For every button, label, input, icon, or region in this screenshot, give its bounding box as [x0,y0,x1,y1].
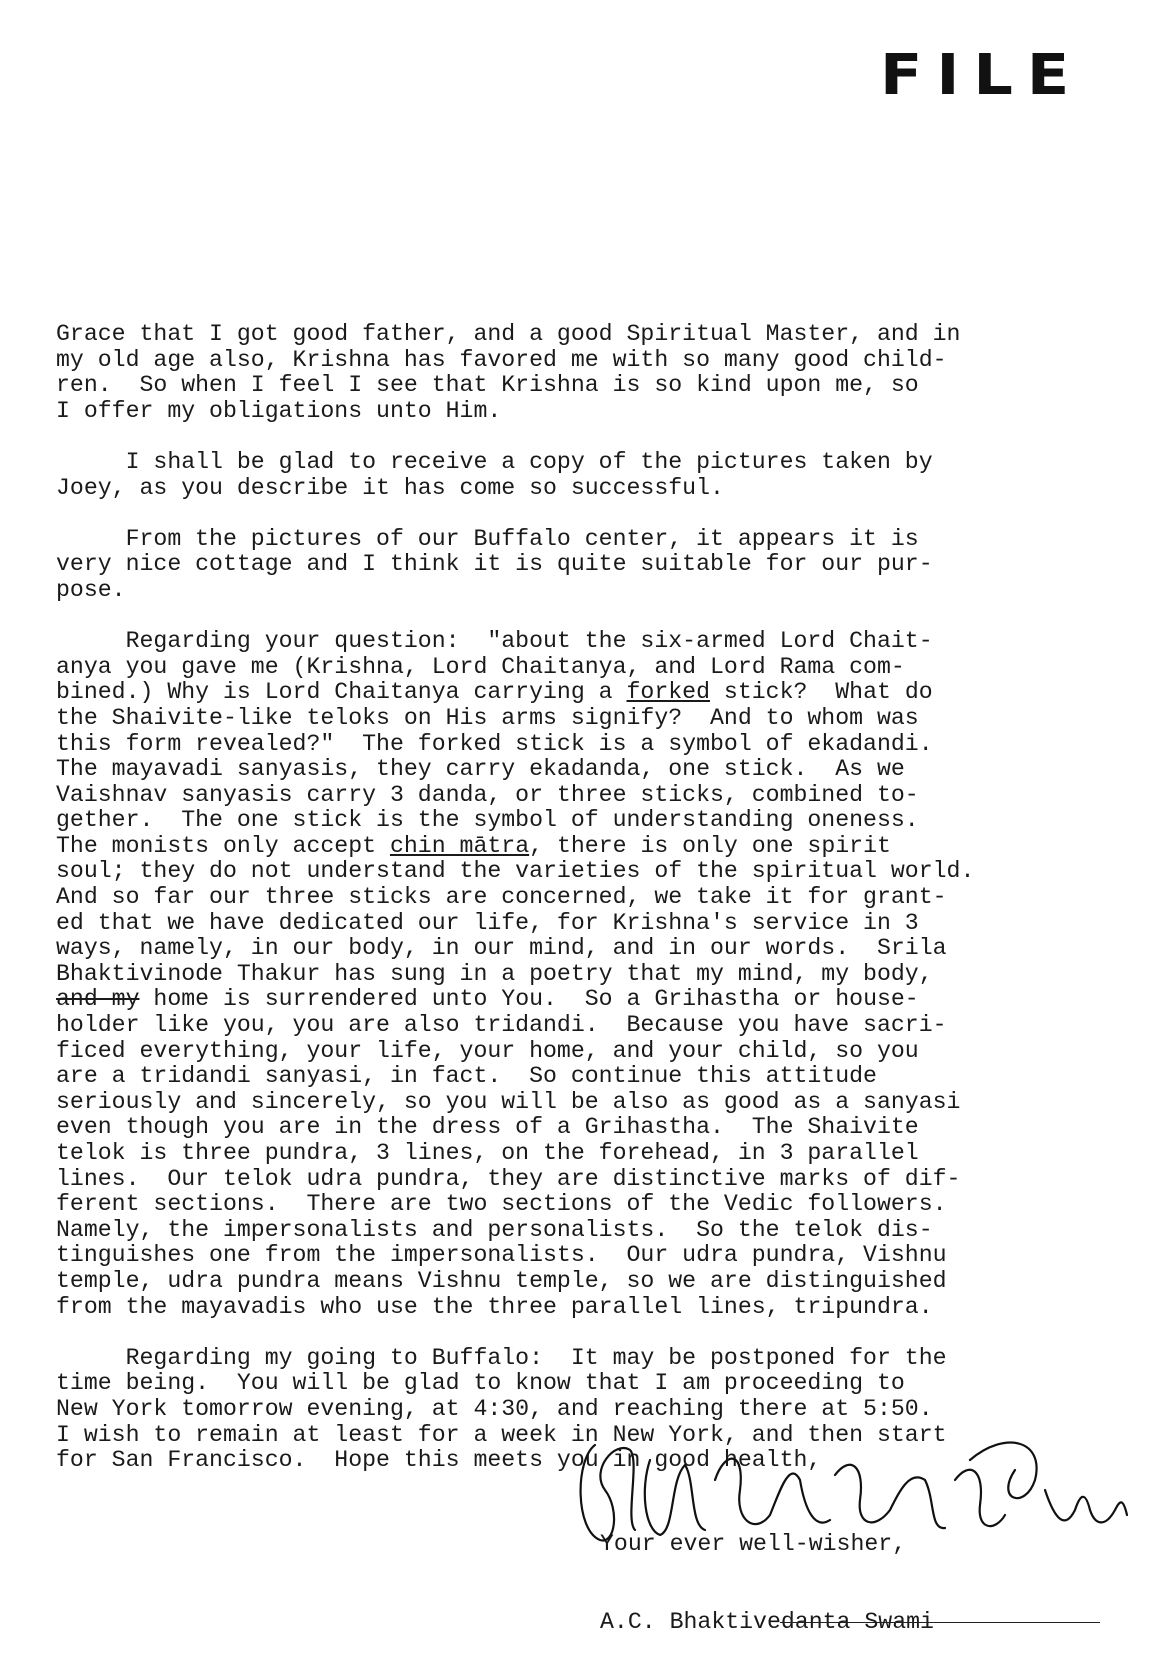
text-line: I wish to remain at least for a week in New York, and then start [56,1421,947,1448]
text-line: seriously and sincerely, so you will be also as good as a sanyasi [56,1088,961,1115]
text-line: The monists only accept chin mātra, there is only one spirit [56,832,891,859]
text-line: ways, namely, in our body, in our mind, and in our words. Srila [56,935,947,962]
text-line: gether. The one stick is the symbol of understanding oneness. [56,807,919,834]
handwritten-signature [575,1420,1135,1560]
text-line: Grace that I got good father, and a good Spiritual Master, and in [56,321,961,347]
paragraph-gap [56,501,1116,527]
text-line: ren. So when I feel I see that Krishna is so kind upon me, so [56,372,919,399]
closing-salutation: Your ever well-wisher, [600,1531,907,1557]
text-line: from the mayavadis who use the three parallel lines, tripundra. [56,1293,933,1320]
text-line: Regarding your question: "about the six-armed Lord Chait- [56,628,933,655]
text-line: Joey, as you describe it has come so successful. [56,474,724,501]
letter-body [56,322,1116,1474]
text-line: lines. Our telok udra pundra, they are distinctive marks of dif- [56,1165,961,1192]
text-line: New York tomorrow evening, at 4:30, and reaching there at 5:50. [56,1395,933,1422]
paragraph-gap [56,1320,1116,1346]
text-line: Bhaktivinode Thakur has sung in a poetry that my mind, my body, [56,960,933,987]
text-line: very nice cottage and I think it is quite suitable for our pur- [56,551,933,578]
file-stamp: FILE [880,41,1084,108]
signer-name: A.C. Bhaktivedanta Swami [600,1609,934,1635]
text-line: and my home is surrendered unto You. So a Grihastha or house- [56,986,919,1013]
text-line: ficed everything, your life, your home, and your child, so you [56,1037,919,1064]
text-line: Namely, the impersonalists and personalists. So the telok dis- [56,1216,933,1243]
text-line: bined.) Why is Lord Chaitanya carrying a forked stick? What do [56,679,933,706]
text-line: are a tridandi sanyasi, in fact. So continue this attitude [56,1063,877,1090]
text-line: ed that we have dedicated our life, for Krishna's service in 3 [56,909,919,936]
text-line: holder like you, you are also tridandi. Because you have sacri- [56,1012,947,1039]
text-line: this form revealed?" The forked stick is a symbol of ekadandi. [56,730,933,757]
text-line: temple, udra pundra means Vishnu temple, so we are distinguished [56,1267,947,1294]
text-line: time being. You will be glad to know that I am proceeding to [56,1370,905,1397]
underlined-word: forked [626,679,711,706]
text-line: From the pictures of our Buffalo center, it appears it is [56,525,919,552]
text-line: anya you gave me (Krishna, Lord Chaitanya, and Lord Rama com- [56,653,905,680]
text-line: And so far our three sticks are concerned, we take it for grant- [56,884,947,911]
text-line: The mayavadi sanyasis, they carry ekadanda, one stick. As we [56,756,905,783]
text-line: my old age also, Krishna has favored me with so many good child- [56,346,947,373]
bottom-rule [780,1622,1100,1623]
text-line: pose. [56,576,126,603]
text-line: I offer my obligations unto Him. [56,397,502,424]
paragraph-gap [56,424,1116,450]
text-line: for San Francisco. Hope this meets you in good health, [56,1447,822,1474]
paragraph-gap [56,604,1116,630]
text-line: Vaishnav sanyasis carry 3 danda, or three sticks, combined to- [56,781,919,808]
text-line: telok is three pundra, 3 lines, on the forehead, in 3 parallel [56,1140,919,1166]
struck-words: and my [56,986,140,1013]
text-line: the Shaivite-like teloks on His arms signify? And to whom was [56,704,919,731]
text-line: tinguishes one from the impersonalists. Our udra pundra, Vishnu [56,1242,947,1269]
text-line: ferent sections. There are two sections of the Vedic followers. [56,1191,947,1218]
underlined-word: chin mātra [389,832,530,859]
text-line: I shall be glad to receive a copy of the pictures taken by [56,448,933,475]
text-line: soul; they do not understand the varieties of the spiritual world. [56,858,975,885]
text-line: even though you are in the dress of a Grihastha. The Shaivite [56,1114,919,1141]
text-line: Regarding my going to Buffalo: It may be postponed for the [56,1344,947,1371]
